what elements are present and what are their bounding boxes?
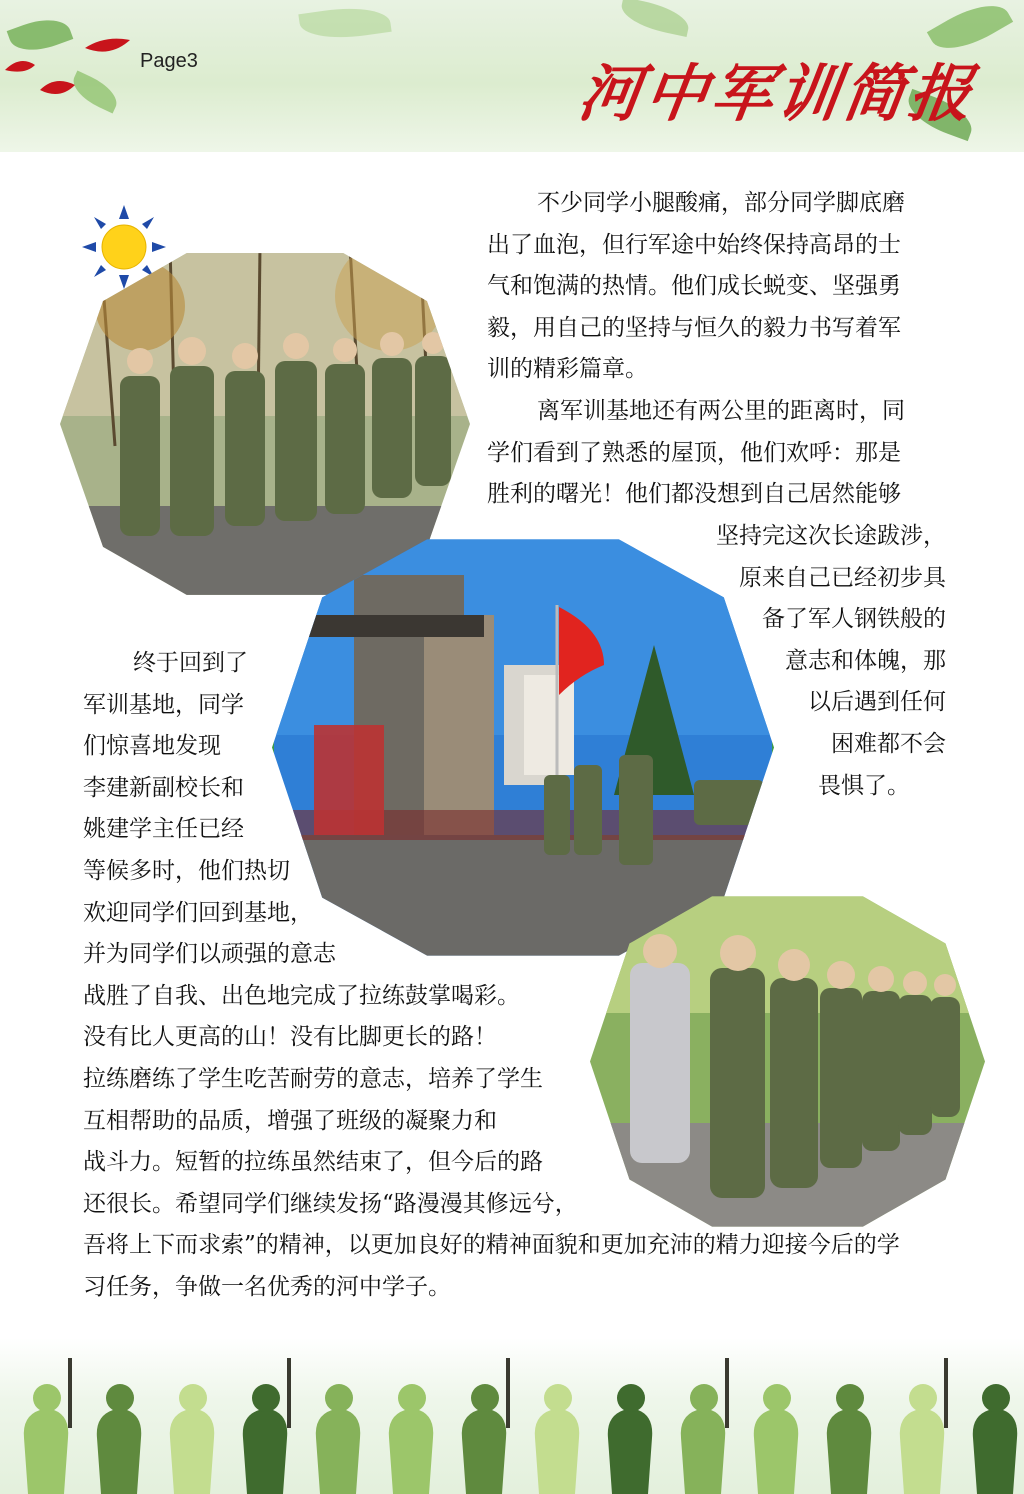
text-line: 气和饱满的热情。他们成长蜕变、坚强勇: [487, 273, 901, 300]
soldier-helmet: [982, 1384, 1010, 1412]
soldier-helmet: [471, 1384, 499, 1412]
rifle: [725, 1358, 729, 1428]
text-line: 吾将上下而求索”的精神，以更加良好的精神面貌和更加充沛的精力迎接今后的学: [83, 1232, 900, 1259]
text-line: 困难都不会: [831, 730, 946, 757]
soldier-silhouette: [24, 1410, 68, 1494]
text-line: 坚持完这次长途跋涉，: [716, 523, 946, 549]
soldier-helmet: [179, 1384, 207, 1412]
soldier-silhouette: [827, 1410, 871, 1494]
red-birds-icon: [0, 30, 140, 110]
text-line: 畏惧了。: [818, 772, 910, 799]
soldier-helmet: [106, 1384, 134, 1412]
text-line: 等候多时，他们热切: [83, 857, 290, 884]
page-number: Page3: [140, 50, 198, 72]
soldier-silhouette: [462, 1410, 506, 1494]
text-line: 意志和体魄，那: [785, 647, 946, 674]
soldier-silhouette: [900, 1410, 944, 1494]
text-line: 军训基地，同学: [83, 691, 244, 718]
soldier-helmet: [763, 1384, 791, 1412]
text-line: 离军训基地还有两公里的距离时，同: [537, 397, 905, 424]
soldier-helmet: [325, 1384, 353, 1412]
soldier-helmet: [252, 1384, 280, 1412]
soldier-silhouette: [754, 1410, 798, 1494]
text-line: 并为同学们以顽强的意志: [83, 941, 336, 968]
text-line: 备了军人钢铁般的: [762, 606, 946, 633]
article-paragraph-left-bottom: [83, 643, 1003, 1309]
text-line: 姚建学主任已经: [83, 816, 244, 843]
text-line: 还很长。希望同学们继续发扬“路漫漫其修远兮，: [83, 1190, 578, 1217]
text-line: 拉练磨练了学生吃苦耐劳的意志，培养了学生: [83, 1065, 543, 1092]
soldier-silhouette: [243, 1410, 287, 1494]
text-line: 出了血泡，但行军途中始终保持高昂的士: [487, 231, 901, 258]
soldier-silhouettes-icon: [0, 1338, 1024, 1494]
soldier-helmet: [690, 1384, 718, 1412]
rifle: [506, 1358, 510, 1428]
text-line: 训的精彩篇章。: [487, 356, 648, 383]
article-paragraph-right-top: [487, 183, 957, 516]
soldier-helmet: [33, 1384, 61, 1412]
soldier-helmet: [909, 1384, 937, 1412]
text-line: 们惊喜地发现: [83, 733, 221, 760]
text-line: 不少同学小腿酸痛，部分同学脚底磨: [537, 190, 905, 216]
soldier-helmet: [398, 1384, 426, 1412]
soldier-silhouette: [535, 1410, 579, 1494]
text-line: 李建新副校长和: [83, 774, 244, 801]
text-line: 战斗力。短暂的拉练虽然结束了，但今后的路: [83, 1149, 543, 1176]
soldier-silhouette: [97, 1410, 141, 1494]
text-line: 习任务，争做一名优秀的河中学子。: [83, 1273, 451, 1300]
leaf-decoration: [298, 2, 391, 44]
masthead-title: 河中军训简报: [574, 57, 981, 130]
soldier-silhouette: [681, 1410, 725, 1494]
footer-soldiers-banner: [0, 1338, 1024, 1494]
text-line: 学们看到了熟悉的屋顶，他们欢呼：那是: [487, 439, 901, 466]
text-line: 没有比人更高的山！没有比脚更长的路！: [83, 1024, 497, 1051]
rifle: [944, 1358, 948, 1428]
soldier-silhouette: [170, 1410, 214, 1494]
soldier-silhouette: [973, 1410, 1017, 1494]
soldier-silhouette: [389, 1410, 433, 1494]
header-banner: [0, 0, 1024, 152]
text-line: 终于回到了: [133, 650, 248, 676]
photo-marching-students: [60, 246, 470, 602]
text-line: 胜利的曙光！他们都没想到自己居然能够: [487, 481, 901, 508]
text-line: 以后遇到任何: [808, 689, 946, 716]
text-line: 互相帮助的品质，增强了班级的凝聚力和: [83, 1107, 497, 1134]
text-line: 战胜了自我、出色地完成了拉练鼓掌喝彩。: [83, 982, 520, 1009]
soldier-silhouette: [608, 1410, 652, 1494]
soldier-helmet: [617, 1384, 645, 1412]
rifle: [68, 1358, 72, 1428]
text-line: 原来自己已经初步具: [739, 564, 946, 591]
text-line: 毅，用自己的坚持与恒久的毅力书写着军: [487, 314, 901, 341]
soldier-helmet: [544, 1384, 572, 1412]
rifle: [287, 1358, 291, 1428]
soldier-helmet: [836, 1384, 864, 1412]
text-line: 欢迎同学们回到基地，: [83, 899, 313, 926]
soldier-silhouette: [316, 1410, 360, 1494]
leaf-decoration: [618, 0, 692, 37]
